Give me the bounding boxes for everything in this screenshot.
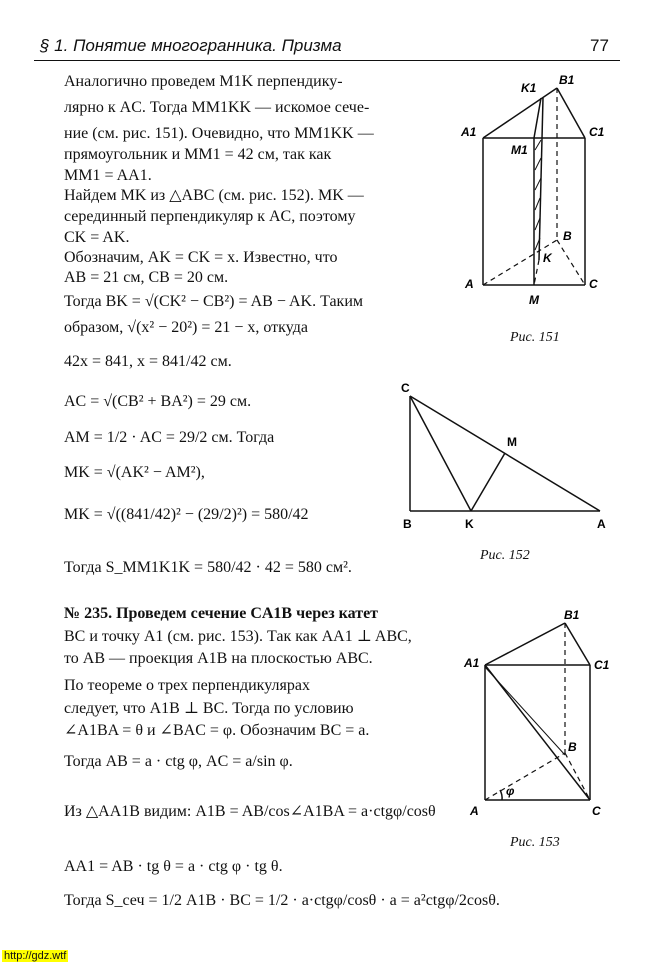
formula-line: AM = 1/2 · AC = 29/2 см. Тогда (64, 429, 275, 446)
text-line: BC и точку A1 (см. рис. 153). Так как AA1 ⊥ ABC, (64, 628, 412, 645)
text-line: прямоугольник и MM1 = 42 см, так как (64, 146, 332, 163)
caption-fig152: Рис. 152 (480, 548, 530, 563)
label-K: K (543, 251, 552, 265)
label-K1: K1 (521, 81, 537, 95)
label-A: A (470, 804, 479, 818)
label-C: C (401, 381, 410, 395)
text-line: лярно к AC. Тогда MM1KK — искомое сече- (64, 99, 370, 116)
label-C1: C1 (589, 125, 605, 139)
text-line: ние (см. рис. 151). Очевидно, что MM1KK — (64, 125, 374, 142)
text-line: Найдем MK из △ABC (см. рис. 152). MK — (64, 187, 364, 204)
formula-line: Тогда S_MM1K1K = 580/42 · 42 = 580 см². (64, 559, 352, 576)
page-number: 77 (590, 36, 609, 55)
formula-line: Тогда S_сеч = 1/2 A1B · BC = 1/2 · a·ctgφ/cosθ · a = a²ctgφ/2cosθ. (64, 892, 500, 909)
label-phi: φ (506, 784, 515, 798)
label-B1: B1 (564, 608, 580, 622)
figure-152 (395, 378, 620, 538)
text-line: № 235. Проведем сечение CA1B через катет (64, 605, 379, 622)
figure-153 (460, 605, 630, 830)
label-C: C (592, 804, 601, 818)
text-line: образом, √(x² − 20²) = 21 − x, откуда (64, 319, 308, 336)
running-header: § 1. Понятие многогранника. Призма (40, 36, 342, 55)
text-line: следует, что A1B ⊥ BC. Тогда по условию (64, 700, 354, 717)
problem-235-line (64, 604, 378, 624)
label-A: A (597, 517, 606, 531)
formula-line: Из △AA1B видим: A1B = AB/cos∠A1BA = a·ctgφ/cosθ (64, 803, 436, 820)
label-A1: A1 (461, 125, 477, 139)
formula-line: 42x = 841, x = 841/42 см. (64, 353, 232, 370)
label-M: M (507, 435, 517, 449)
caption-fig151: Рис. 151 (510, 330, 560, 345)
formula-line: Тогда AB = a · ctg φ, AC = a/sin φ. (64, 753, 293, 770)
label-B: B (568, 740, 577, 754)
text-line: Аналогично проведем M1K перпендику- (64, 73, 343, 90)
text-line: серединный перпендикуляр к AC, поэтому (64, 208, 356, 225)
label-A: A (465, 277, 474, 291)
caption-fig153: Рис. 153 (510, 835, 560, 850)
formula-line: AA1 = AB · tg θ = a · ctg φ · tg θ. (64, 858, 283, 875)
formula-line: MK = √((841/42)² − (29/2)²) = 580/42 (64, 506, 309, 523)
formula-line: MK = √(AK² − AM²), (64, 464, 205, 481)
text-line: Тогда BK = √(CK² − CB²) = AB − AK. Таким (64, 293, 364, 310)
text-line: ∠A1BA = θ и ∠BAC = φ. Обозначим BC = a. (64, 722, 370, 739)
header-rule (34, 60, 620, 61)
label-B: B (403, 517, 412, 531)
text-line: MM1 = AA1. (64, 167, 152, 184)
label-K: K (465, 517, 474, 531)
label-C1: C1 (594, 658, 610, 672)
formula-line: AC = √(CB² + BA²) = 29 см. (64, 393, 252, 410)
text-line: CK = AK. (64, 229, 130, 246)
label-C: C (589, 277, 598, 291)
label-M1: M1 (511, 143, 528, 157)
label-M: M (529, 293, 539, 307)
text-line: то AB — проекция A1B на плоскостью ABC. (64, 650, 373, 667)
text-line: Обозначим, AK = CK = x. Известно, что (64, 249, 338, 266)
label-A1: A1 (464, 656, 480, 670)
label-B: B (563, 229, 572, 243)
text-line: По теореме о трех перпендикулярах (64, 677, 310, 694)
figure-151 (455, 70, 630, 315)
text-line: AB = 21 см, CB = 20 см. (64, 269, 229, 286)
watermark-link[interactable]: http://gdz.wtf (4, 950, 67, 962)
label-B1: B1 (559, 73, 575, 87)
